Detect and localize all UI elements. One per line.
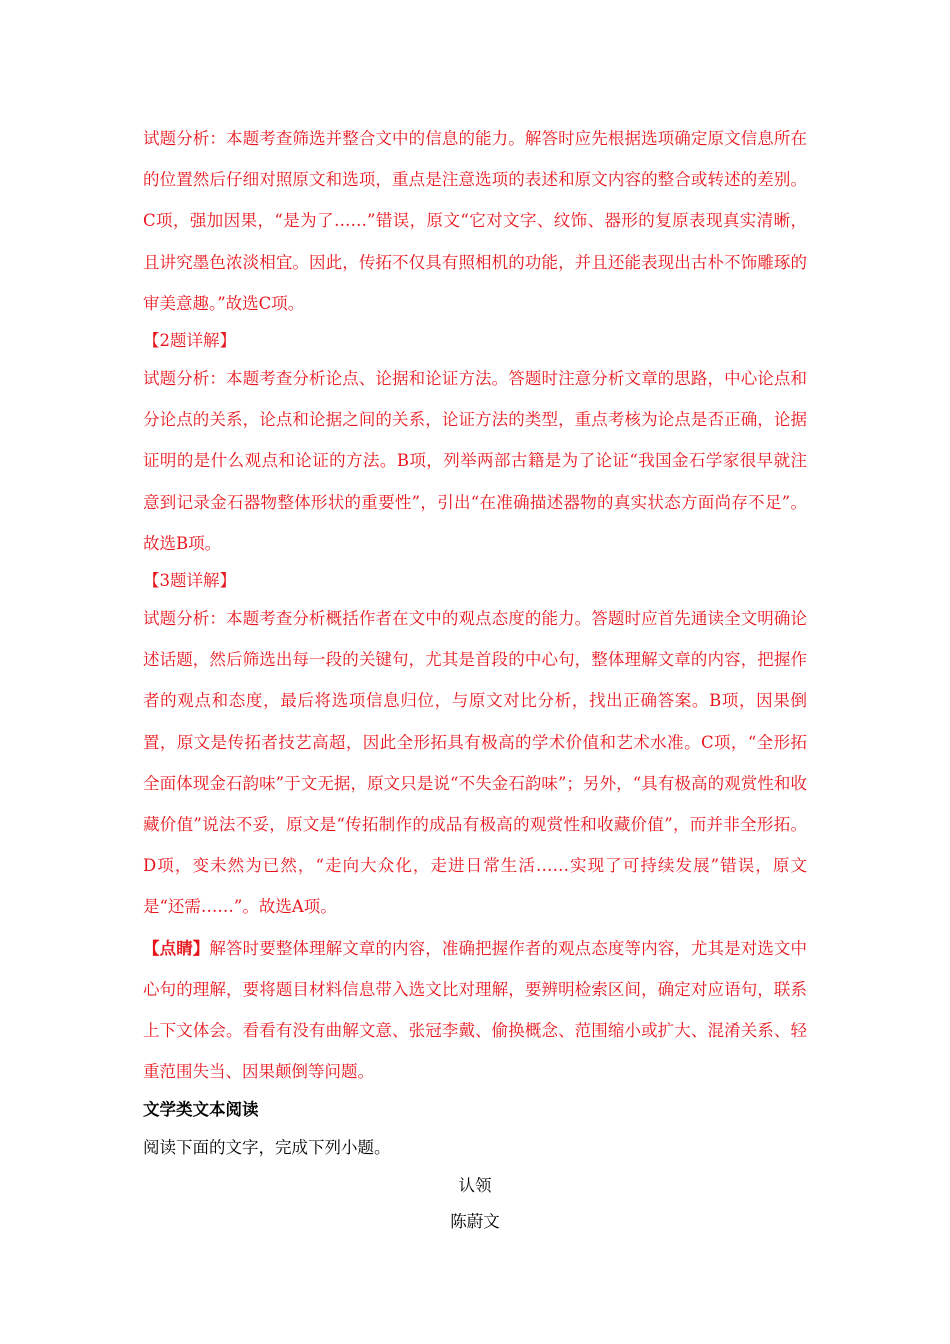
tip-paragraph [143, 928, 807, 1093]
heading-question-3: 【3题详解】 [143, 571, 236, 591]
tip-label: 【点睛】 [143, 938, 210, 958]
reading-instruction: 阅读下面的文字，完成下列小题。 [143, 1138, 391, 1158]
tip-text: 解答时要整体理解文章的内容，准确把握作者的观点态度等内容，尤其是对选文中心句的理解，要将题目材料信息带入选文比对理解，要辨明检索区间，确定对应语句，联系上下文体会。看看有没有曲解文意、张冠李戴、偷换概念、范围缩小或扩大、混淆关系、轻重范围失当、因果颠倒等问题。 [143, 938, 808, 1082]
article-title: 认领 [458, 1176, 492, 1196]
analysis-question-3: 试题分析：本题考查分析概括作者在文中的观点态度的能力。答题时应首先通读全文明确论述话题，然后筛选出每一段的关键句，尤其是首段的中心句，整体理解文章的内容，把握作者的观点和态度，最后将选项信息归位，与原文对比分析，找出正确答案。B项，因果倒置，原文是传拓者技艺高超，因此全形拓具有极高的学术价值和艺术水准。C项，“全形拓全面体现金石韵味”于文无据，原文只是说“不失金石韵味”；另外，“具有极高的观赏性和收藏价值”说法不妥，原文是“传拓制作的成品有极高的观赏性和收藏价值”，而并非全形拓。D项，变未然为已然，“走向大众化，走进日常生活……实现了可持续发展”错误，原文是“还需……”。故选A项。 [143, 609, 807, 917]
document-body [143, 118, 807, 1240]
article-author: 陈蔚文 [450, 1212, 500, 1232]
section-title: 文学类文本阅读 [143, 1100, 259, 1120]
analysis-question-2: 试题分析：本题考查分析论点、论据和论证方法。答题时注意分析文章的思路，中心论点和分论点的关系，论点和论据之间的关系，论证方法的类型，重点考核为论点是否正确，论据证明的是什么观点和论证的方法。B项，列举两部古籍是为了论证“我国金石学家很早就注意到记录金石器物整体形状的重要性”，引出“在准确描述器物的真实状态方面尚存不足”。故选B项。 [143, 369, 807, 553]
heading-question-2: 【2题详解】 [143, 331, 236, 351]
analysis-question-1: 试题分析：本题考查筛选并整合文中的信息的能力。解答时应先根据选项确定原文信息所在的位置然后仔细对照原文和选项，重点是注意选项的表述和原文内容的整合或转述的差别。C项，强加因果，“是为了……”错误，原文“它对文字、纹饰、器形的复原表现真实清晰，且讲究墨色浓淡相宜。因此，传拓不仅具有照相机的功能，并且还能表现出古朴不饰雕琢的审美意趣。”故选C项。 [143, 129, 807, 313]
